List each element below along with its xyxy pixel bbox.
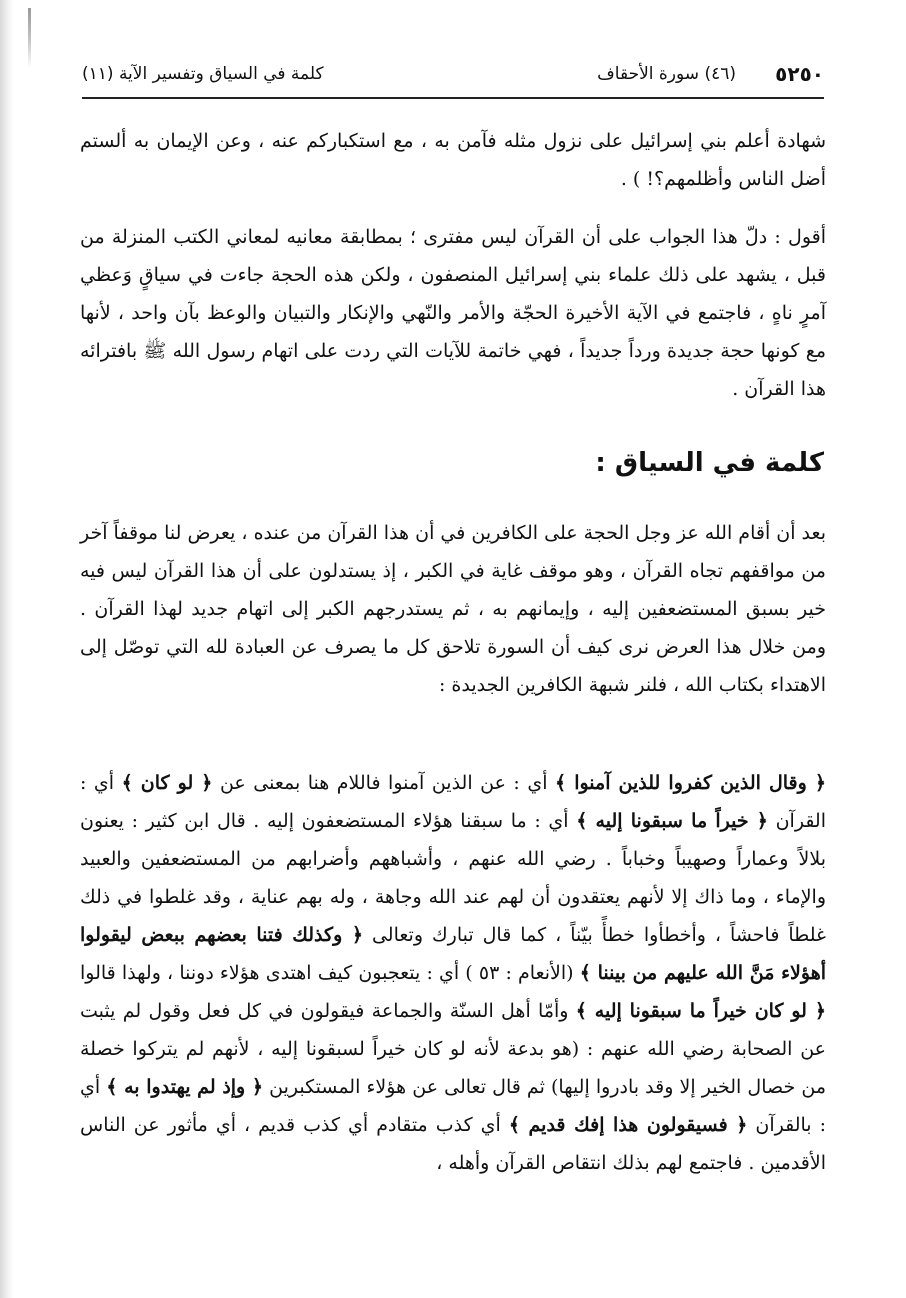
header-rule (82, 97, 824, 99)
commentary-text: أي : ما سبقنا هؤلاء المستضعفون إليه . قال ابن كثير : يعنون بلالاً وعماراً وصهيباً وخباباً . رضي الله عنهم ، وأشباههم وأضرابهم من المستضعفين والعبيد والإماء ، وما ذاك إلا لأنهم يعتقدون أن لهم عند الله وجاهة ، وله بهم عناية ، وقد غلطوا في ذلك غلطاً فاحشاً ، وأخطأوا خطأً بيّناً ، كما قال تبارك وتعالى (80, 810, 826, 946)
paragraph-1 (80, 122, 826, 198)
paragraph-4 (80, 764, 826, 1182)
quran-quote: ﴿ وقال الذين كفروا للذين آمنوا ﴾ (554, 772, 827, 794)
paragraph-2-text: أقول : دلّ هذا الجواب على أن القرآن ليس مفترى ؛ بمطابقة معانيه لمعاني الكتب المنزلة من قبل ، يشهد على ذلك علماء بني إسرائيل المنصفون ، ولكن هذه الحجة جاءت في سياقٍ وَعظي آمرٍ ناهٍ ، فاجتمع في الآية الأخيرة الحجّة والأمر والنّهي والإنكار والتبيان والوعظ بآن واحد ، لأنها مع كونها حجة جديدة ورداً جديداً ، فهي خاتمة للآيات التي ردت على اتهام رسول الله ﷺ بافترائه هذا القرآن . (80, 226, 826, 400)
quran-quote: ﴿ لو كان ﴾ (121, 772, 213, 794)
paragraph-1-text: شهادة أعلم بني إسرائيل على نزول مثله فآمن به ، مع استكباركم عنه ، وعن الإيمان به ألستم أضل الناس وأظلمهم؟! ) . (80, 130, 826, 190)
scan-artifact (28, 8, 31, 68)
quran-quote: ﴿ وإذ لم يهتدوا به ﴾ (106, 1076, 264, 1098)
binding-shadow (0, 0, 14, 1298)
quran-quote: ﴿ فسيقولون هذا إفك قديم ﴾ (508, 1114, 748, 1136)
paragraph-3 (80, 514, 826, 704)
paragraph-4-text (80, 764, 826, 1182)
running-header (82, 58, 824, 98)
commentary-text: أي : بالقرآن (80, 1076, 826, 1136)
quran-quote: ﴿ وكذلك فتنا بعضهم ببعض ليقولوا أهؤلاء مَنَّ الله عليهم من بيننا ﴾ (80, 924, 826, 984)
quran-quote: ﴿ لو كان خيراً ما سبقونا إليه ﴾ (575, 1000, 826, 1022)
commentary-text: وأمّا أهل السنّة والجماعة فيقولون في كل فعل وقول لم يثبت عن الصحابة رضي الله عنهم : (هو بدعة لأنه لو كان خيراً لسبقونا إليه ، لأنهم لم يتركوا خصلة من خصال الخير إلا وقد بادروا إليها) ثم قال تعالى عن هؤلاء المستكبرين (80, 1000, 826, 1098)
page-number: ٥٢٥٠ (775, 62, 824, 86)
section-heading: كلمة في السياق : (595, 448, 824, 478)
quran-quote: ﴿ خيراً ما سبقونا إليه ﴾ (576, 810, 768, 832)
paragraph-2 (80, 218, 826, 408)
commentary-text: أي : القرآن (80, 772, 826, 832)
surah-title: (٤٦) سورة الأحقاف (597, 64, 736, 84)
commentary-text: أي : عن الذين آمنوا فاللام هنا بمعنى عن (212, 772, 555, 794)
commentary-text: (الأنعام : ٥٣ ) أي : يتعجبون كيف اهتدى هؤلاء دوننا ، ولهذا قالوا (80, 962, 580, 984)
section-title: كلمة في السياق وتفسير الآية (١١) (82, 64, 324, 84)
commentary-text: أي كذب متقادم أي كذب قديم ، أي مأثور عن الناس الأقدمين . فاجتمع لهم بذلك انتقاص القرآن وأهله ، (80, 1114, 826, 1174)
paragraph-3-text: بعد أن أقام الله عز وجل الحجة على الكافرين في أن هذا القرآن من عنده ، يعرض لنا موقفاً آخر من مواقفهم تجاه القرآن ، وهو موقف غاية في الكبر ، إذ يستدلون على أن هذا القرآن ليس فيه خير بسبق المستضعفين إليه ، وإيمانهم به ، ثم يستدرجهم الكبر إلى اتهام جديد لهذا القرآن . ومن خلال هذا العرض نرى كيف أن السورة تلاحق كل ما يصرف عن العبادة لله التي توصّل إلى الاهتداء بكتاب الله ، فلنر شبهة الكافرين الجديدة : (80, 522, 826, 696)
